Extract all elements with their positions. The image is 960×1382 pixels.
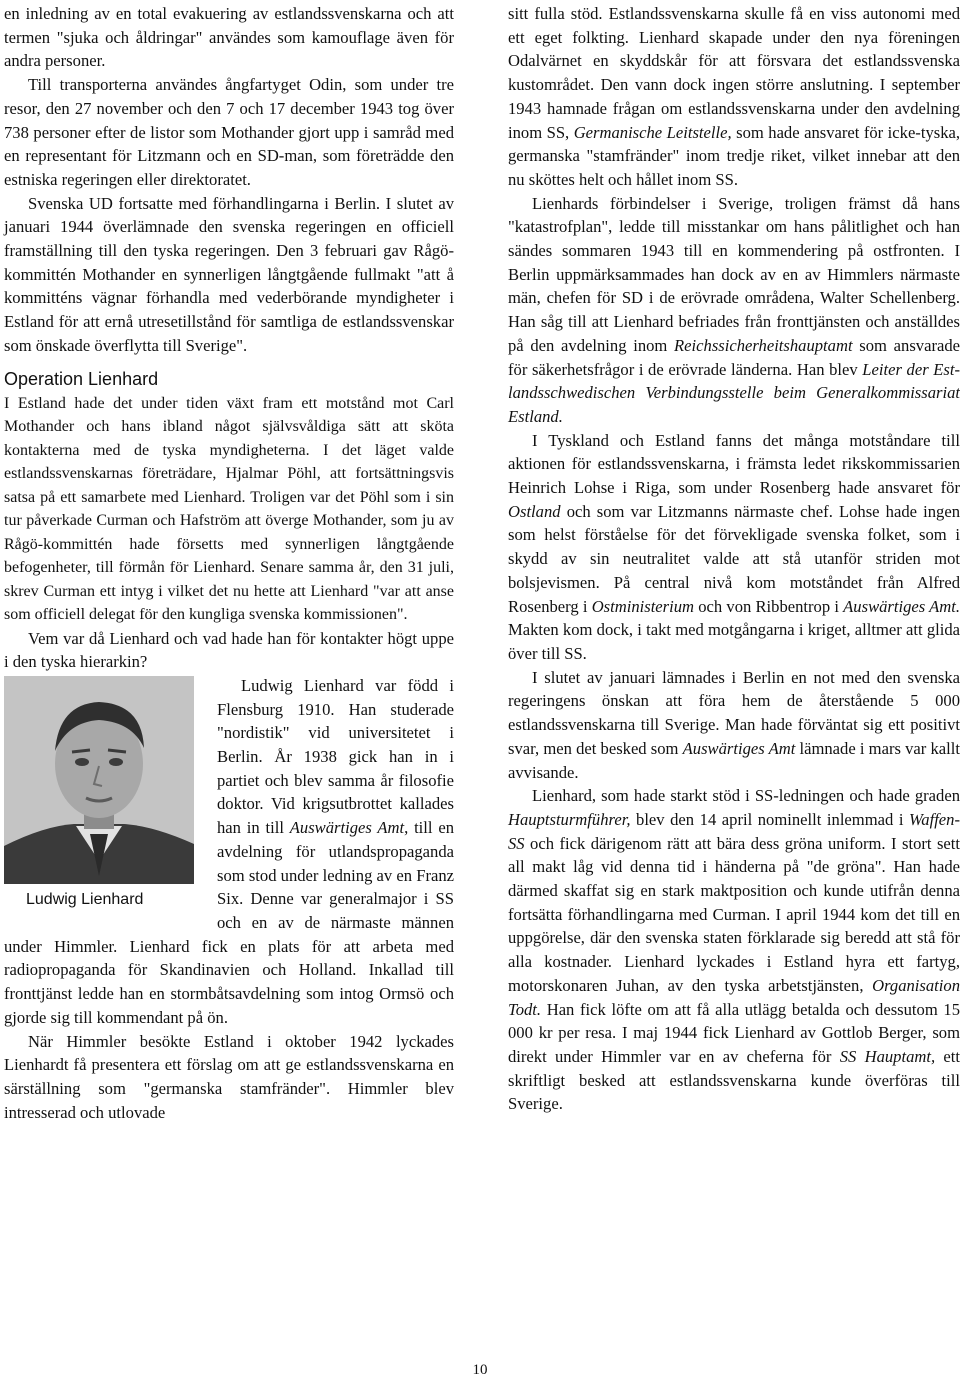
text-run: lämnade i mars var kallt avvisande. [508, 738, 960, 782]
emphasis-waffen-ss: Waffen-SS [508, 809, 960, 853]
text-run: I slutet av januari lämnades i Berlin en not med den svenska regeringens önskan att föra hem de återstående 5 000 estlandssvenskarna till Sverige. Man hade förväntat sig ett positivt svar, men det besked som [508, 667, 960, 758]
text-run: som ansvarade för säkerhetsfrågor i de erövrade länderna. Han blev [508, 335, 960, 379]
emphasis-auswartiges-amt: Auswärtiges Amt. [843, 596, 960, 616]
emphasis-auswartiges-amt: Auswärtiges Amt [289, 818, 405, 838]
portrait-figure [4, 676, 209, 912]
text-run: blev den 14 april nominellt inlemmad i [630, 809, 909, 829]
text-run: och von Ribbentrop i [694, 596, 844, 616]
portrait-photo-icon [4, 676, 194, 884]
text-run: Makten kom dock, i takt med motgångarna i kriget, alltmer att glida över till SS. [508, 620, 960, 663]
text-run: som hade ansvaret för icke-tyska, germanska "stamfränder" inom tredje riket, vilket innebar att den nu sköttes helt och hållet inom SS. [508, 122, 960, 189]
emphasis-ostministerium: Ostministerium [591, 596, 695, 616]
emphasis-verbindungsstelle: Leiter der Estlandsschwedischen Verbindungsstelle beim Generalkommissariat Estland. [508, 359, 960, 426]
paragraph-who-was-lienhard: Vem var då Lienhard och vad hade han för kontakter högt uppe i den tyska hierarkin? [4, 628, 454, 672]
right-column [508, 2, 960, 1116]
emphasis-germanische-leitstelle: Germanische Leitstelle, [573, 122, 732, 142]
text-run: Ludwig Lienhard var född i Flensburg 1910. Han studerade "nordistik" vid universitetet i Berlin. År 1938 gick han in i partiet och blev samma år filosofie doktor. Vid krigsutbrottet kallades han in till [217, 675, 454, 838]
text-run: Lienhard, som hade starkt stöd i SS-ledningen och hade graden [532, 786, 960, 806]
text-run: Han fick löfte om att få alla utlägg betalda och dessutom 15 000 kr per resa. I maj 1944 fick Lienhard av Gottlob Berger, som direkt under Himmler var en av cheferna för [508, 999, 960, 1066]
emphasis-organisation-todt: Organisation Todt. [508, 975, 960, 1019]
paragraph-full-support [508, 2, 960, 192]
paragraph-odin-transports: Till transporterna användes ångfartyget Odin, som under tre resor, den 27 november och den 7 och 17 december 1943 tog över 738 personer efter de listor som Mothander gjort upp i samråd med en representant för Litzmann och en SD-man, som företrädde den estniska regeringen eller direktoratet. [4, 75, 454, 189]
page-number: 10 [472, 1362, 488, 1378]
emphasis-rsha: Reichssicherheitshauptamt [674, 335, 853, 355]
text-run: , till en avdelning för utlandspropaganda som stod under ledning av en Franz Six. Denne var generalmajor i SS och en av de närmaste männen under Himmler. Lienhard fick en plats för att arbeta med radiopropaganda för Skandinavien och Holland. Inkallad till fronttjänst ledde han en stormbåtsavdelning som intog Ormsö och gjorde sig till kommendant på ön. [4, 818, 454, 1027]
text-run: I Tyskland och Estland fanns det många motståndare till aktionen för estlandssvenskarna, i främsta ledet rikskommissarien Heinrich Lohse i Riga, som under Rosenberg hade ansvaret för [508, 430, 960, 498]
portrait-caption: Ludwig Lienhard [26, 890, 144, 908]
left-column [4, 2, 454, 1124]
text-run: ett skriftligt besked att estlandssvenskarna kunde överföras till Sverige. [508, 1046, 960, 1114]
emphasis-hauptsturmfuhrer: Hauptsturmführer, [508, 809, 631, 829]
section-heading-operation-lienhard: Operation Lienhard [4, 368, 159, 389]
text-run: sitt fulla stöd. Estlandssvenskarna skulle få en viss autonomi med ett eget folkting. Lienhard skapade under den nya föreningen Odalvärnet en skyddskår för att försvara det estlandssvenska kustområdet. Den vann dock ingen större anslutning. I september 1943 hamnade frågan om estlandssvenskarna under den avdelning inom SS, [508, 4, 960, 142]
paragraph-lienhard-connections [508, 192, 960, 429]
emphasis-ss-hauptamt: SS Hauptamt, [839, 1046, 936, 1066]
text-run: och som var Litzmanns närmaste chef. Lohse hade ingen som helst förståelse för det förvekligade svenska folket, som i skydd av sin neutralitet valde att stå utanför striden mot bolsjevismen. På central nivå kom motståndet från Alfred Rosenberg i [508, 501, 960, 616]
paragraph-berlin-note [508, 666, 960, 785]
emphasis-auswartiges-amt: Auswärtiges Amt [682, 738, 796, 758]
paragraph-resistance-mothander: I Estland hade det under tiden växt fram ett motstånd mot Carl Mothander och hans ibland något självsvåldiga sätt att sköta kontakterna med de tyska myndigheterna. I det läget valde estlandssvenskarnas företrädare, Hjalmar Pöhl, att fortsättningsvis satsa på ett samarbete med Lienhard. Troligen var det Pöhl som i sin tur påverkade Curman och Hafström att överge Mothander, som ju av Rågö-kommittén hade försetts med synnerligen långtgående befogenheter, till förmån för Lienhard. Senare samma år, den 31 juli, skrev Curman ett intyg i vilket det nu hette att Lienhard "var att anse som officiell delegat för den kungliga svenska kommissionen". [4, 394, 454, 624]
paragraph-evacuation-intro: en inledning av en total evakuering av estlandssvenskarna och att termen "sjuka och åldringar" användes som kamouflage även för andra personer. [4, 4, 454, 71]
text-run: Lienhards förbindelser i Sverige, troligen främst då hans "katastrofplan", ledde till misstankar om hans pålitlighet och han sändes sommaren 1943 till en kommendering på ostfronten. I Berlin uppmärksammades han dock av en av Himmlers närmaste män, chefen för SD i de erövrade områdena, Walter Schellenberg. Han såg till att Lienhard befriades från fronttjänsten och anställdes på den avdelning inom [508, 193, 960, 355]
paragraph-opponents [508, 429, 960, 666]
paragraph-ud-negotiations: Svenska UD fortsatte med förhandlingarna i Berlin. I slutet av januari 1944 överlämnade den svenska regeringen en officiell framställning till den tyska regeringen. Den 3 februari gav Rågö-kommittén Mothander en synnerligen långtgående fullmakt "att å kommitténs vägnar förhandla med vederbörande myndigheter i Estland för att ernå utresetillstånd för samtliga de estlandssvenskar som önskade överflytta till Sverige". [4, 193, 454, 355]
text-run: och fick därigenom rätt att bära dess gröna uniform. I stort sett all makt låg vid denna tid i händerna på "de gröna". Han hade därmed skaffat sig en stark maktposition och kunde utifrån denna fortsätta förhandlingarna med Curman. I april 1944 kom det till en uppgörelse, där den svenska staten förklarade sig beredd att stå för alla kostnader. Lienhard lyckades i Estland hyra ett fartyg, motorskonaren Juhan, av den tyska arbetstjänsten, [508, 833, 960, 995]
paragraph-lienhard-ss-support [508, 784, 960, 1116]
paragraph-himmler-visit: När Himmler besökte Estland i oktober 1942 lyckades Lienhardt få presentera ett förslag om att ge estlandssvenskarna en särställning som "germanska stamfränder". Himmler blev intresserad och utlovade [4, 1031, 454, 1122]
emphasis-ostland: Ostland [508, 501, 561, 521]
